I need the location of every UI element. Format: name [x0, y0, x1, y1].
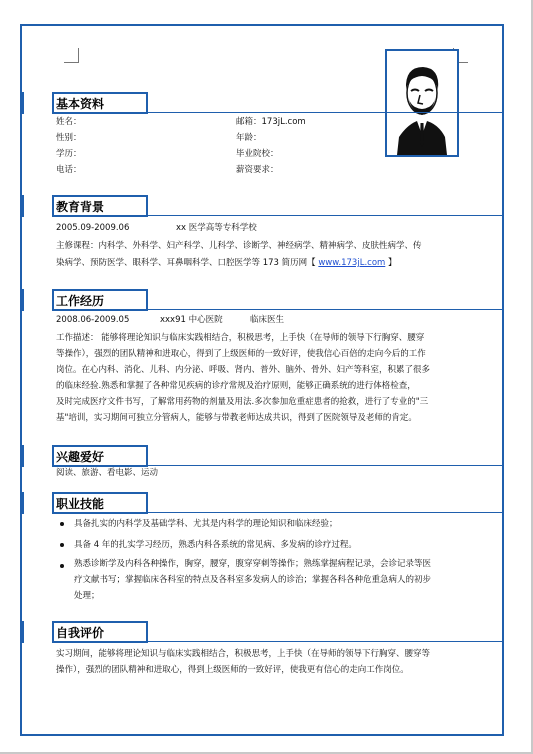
- name-label: 姓名：: [56, 117, 82, 127]
- section-header-self: [22, 621, 502, 643]
- section-header-basic: [22, 92, 502, 114]
- bullet-icon: [60, 522, 64, 526]
- education-courses: 主修课程：内科学、外科学、妇产科学、儿科学、诊断学、神经病学、精神病学、皮肤性病学、传: [56, 241, 422, 251]
- website-link[interactable]: www.173jL.com: [318, 258, 386, 268]
- self-evaluation: 实习期间，能够将理论知识与临床实践相结合，积极思考，上手快（在导师的领导下行胸穿、腰穿等 操作），强烈的团队精神和进取心，得到上级医师的一致好评，使我更有信心的走向工作岗位。: [56, 649, 431, 675]
- section-header-skills: [22, 492, 502, 514]
- margin-corner-mark: [64, 48, 79, 63]
- skill-item: 具备扎实的内科学及基础学科、尤其是内科学的理论知识和临床经验；: [74, 519, 338, 529]
- work-period: 2008.06-2009.05: [56, 315, 130, 325]
- skill-item: 熟悉诊断学及内科各种操作，胸穿，腰穿，腹穿穿刺等操作；熟练掌握病程记录，会诊记录等医 疗文献书写；掌握临床各科室的特点及各科室多发病人的诊治；掌握各科各种危重急病人的初步 处理；: [74, 559, 432, 601]
- education-label: 学历：: [56, 149, 82, 159]
- salary-label: 薪资要求：: [236, 165, 279, 175]
- section-header-hobby: [22, 445, 502, 467]
- school-label: 毕业院校：: [236, 149, 279, 159]
- section-header-education: [22, 195, 502, 217]
- work-position: 临床医生: [250, 315, 285, 325]
- gender-label: 性别：: [56, 133, 82, 143]
- education-school: xx 医学高等专科学校: [176, 223, 257, 233]
- section-title: 自我评价: [56, 626, 105, 640]
- skill-item: 具备 4 年的扎实学习经历，熟悉内科各系统的常见病、多发病的诊疗过程。: [74, 540, 357, 550]
- bullet-icon: [60, 564, 64, 568]
- work-description: 工作描述： 能够将理论知识与临床实践相结合，积极思考，上手快（在导师的领导下行胸穿、腰穿 等操作），强烈的团队精神和进取心，得到了上级医师的一致好评，使我信心百倍的走向今后的工作 岗位。在心内科、消化、儿科、内分泌、呼吸、肾内、普外、脑外、骨外、妇产等科室，积累了很多 的临床经验.熟悉和掌握了各种常见疾病的诊疗常规及治疗原则，能够正确系统的进行体格检查， 及时完成医疗文件书写，了解常用药物的剂量及用法.多次参加危重症患者的抢救，进行了专业的"三 基"培训，实习期间可独立分管病人，能够与带教老师达成共识，得到了医院领导及老师的肯定。: [56, 333, 431, 423]
- age-label: 年龄：: [236, 133, 262, 143]
- education-period: 2005.09-2009.06: [56, 223, 130, 233]
- section-title: 工作经历: [56, 294, 105, 308]
- hobby-text: 阅读、旅游、看电影、运动: [56, 468, 159, 478]
- education-courses-cont: 染病学、预防医学、眼科学、耳鼻咽科学、口腔医学等 173 简历网【 www.173jL.com 】: [56, 258, 397, 268]
- bullet-icon: [60, 543, 64, 547]
- section-title: 职业技能: [56, 497, 105, 511]
- email-label: 邮箱：173jL.com: [236, 117, 306, 127]
- section-title: 基本资料: [56, 97, 105, 111]
- section-title: 教育背景: [56, 200, 105, 214]
- section-header-work: [22, 289, 502, 311]
- phone-label: 电话：: [56, 165, 82, 175]
- section-title: 兴趣爱好: [56, 450, 105, 464]
- work-company: xxx91 中心医院: [160, 315, 223, 325]
